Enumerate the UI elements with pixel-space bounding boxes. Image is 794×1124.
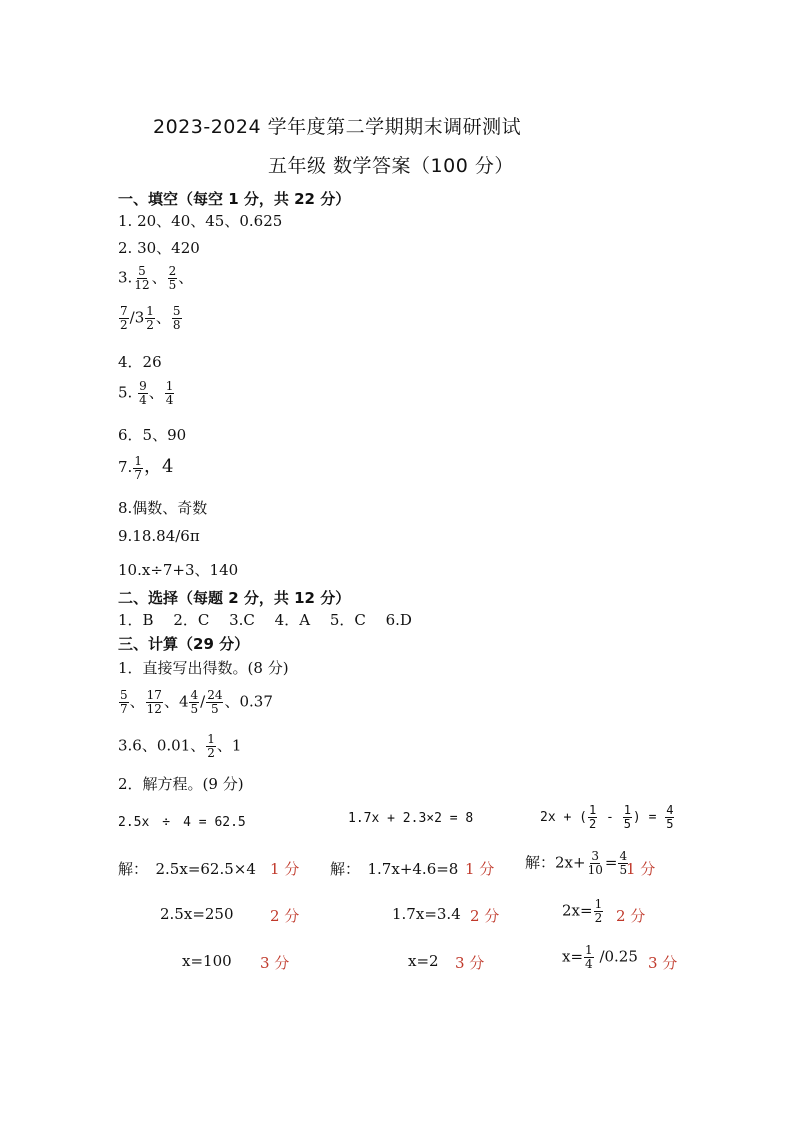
score-label: 1 分 [626,860,656,878]
fraction: $\frac{5}{8}$ [172,304,181,332]
solution-3-step-1: 解：2x+ $\frac{3}{10}$ = $\frac{4}{5}$ [525,849,628,877]
solution-3-step-2: 2x= $\frac{1}{2}$ [562,897,603,925]
answer-2: 2. 30、420 [118,239,200,257]
section-fill-in-heading: 一、填空（每空 1 分，共 22 分） [118,190,351,208]
equation-1: 2.5x ÷ 4 = 62.5 [118,815,246,830]
answer-7: 7. $\frac{1}{7}$ ，4 [118,453,174,482]
answer-8: 8.偶数、奇数 [118,499,208,517]
fraction: $\frac{2}{5}$ [168,264,177,292]
fraction: $\frac{1}{4}$ [585,943,593,971]
fraction: $\frac{1}{2}$ [588,803,597,831]
choice-answers: 1．B 2．C 3.C 4．A 5．C 6.D [118,611,412,629]
section-calculation-heading: 三、计算（29 分） [118,635,250,653]
section-choice-heading: 二、选择（每题 2 分，共 12 分） [118,589,351,607]
equation-3: 2x + ( $\frac{1}{2}$ - $\frac{1}{5}$ ) = $\frac{4}{5}$ [540,803,674,831]
answer-5: 5. $\frac{9}{4}$ 、 $\frac{1}{4}$ [118,379,174,407]
equation-2: 1.7x + 2.3×2 = 8 [348,811,474,826]
score-label: 3 分 [648,954,678,972]
answer-3-continued: $\frac{7}{2}$ /3 $\frac{1}{2}$ 、 $\frac{5}{8}$ [120,304,181,332]
fraction: $\frac{4}{5}$ [619,849,628,877]
fraction: $\frac{1}{2}$ [594,897,603,925]
fraction: $\frac{17}{12}$ [146,688,162,716]
question-solve-equations: 2．解方程。(9 分) [118,775,244,793]
answer-10: 10.x÷7+3、140 [118,561,239,579]
fraction: $\frac{1}{2}$ [207,732,215,760]
solution-2-step-2: 1.7x=3.4 [392,905,461,923]
fraction: $\frac{1}{5}$ [623,803,631,831]
score-label: 1 分 [270,860,300,878]
solution-1-step-3: x=100 [182,952,232,970]
fraction: $\frac{5}{12}$ [134,264,150,292]
solution-2-step-3: x=2 [408,952,439,970]
answer-4: 4．26 [118,353,162,371]
fraction: $\frac{3}{10}$ [587,849,603,877]
page-subtitle: 五年级 数学答案（100 分） [268,155,514,177]
answer-6: 6．5、90 [118,426,187,444]
score-label: 3 分 [260,954,290,972]
score-label: 3 分 [455,954,485,972]
direct-answers-row-1: $\frac{5}{7}$ 、 $\frac{17}{12}$ 、4 $\frac{4}{5}$ / $\frac{24}{5}$ 、0.37 [120,688,273,716]
question-direct-answers: 1．直接写出得数。(8 分) [118,659,289,677]
solution-2-step-1: 解： 1.7x+4.6=8 [330,860,459,878]
fraction: $\frac{4}{5}$ [666,803,674,831]
score-label: 2 分 [616,907,646,925]
fraction: $\frac{4}{5}$ [190,688,199,716]
answer-3: 3. $\frac{5}{12}$ 、 $\frac{2}{5}$ 、 [118,264,194,292]
fraction: $\frac{7}{2}$ [120,304,128,332]
direct-answers-row-2: 3.6、0.01、 $\frac{1}{2}$ 、1 [118,732,242,760]
page-title: 2023-2024 学年度第二学期期末调研测试 [153,116,522,138]
solution-1-step-1: 解： 2.5x=62.5×4 [118,860,256,878]
score-label: 1 分 [465,860,495,878]
answer-9: 9.18.84/6π [118,527,200,545]
solution-1-step-2: 2.5x=250 [160,905,234,923]
fraction: $\frac{1}{7}$ [134,453,142,482]
score-label: 2 分 [470,907,500,925]
fraction: $\frac{1}{2}$ [146,304,154,332]
fraction: $\frac{5}{7}$ [120,688,128,716]
fraction: $\frac{9}{4}$ [139,379,147,407]
fraction: $\frac{24}{5}$ [207,688,223,716]
answer-1: 1. 20、40、45、0.625 [118,212,283,230]
solution-3-step-3: x= $\frac{1}{4}$ /0.25 [562,943,638,971]
fraction: $\frac{1}{4}$ [165,379,174,407]
score-label: 2 分 [270,907,300,925]
